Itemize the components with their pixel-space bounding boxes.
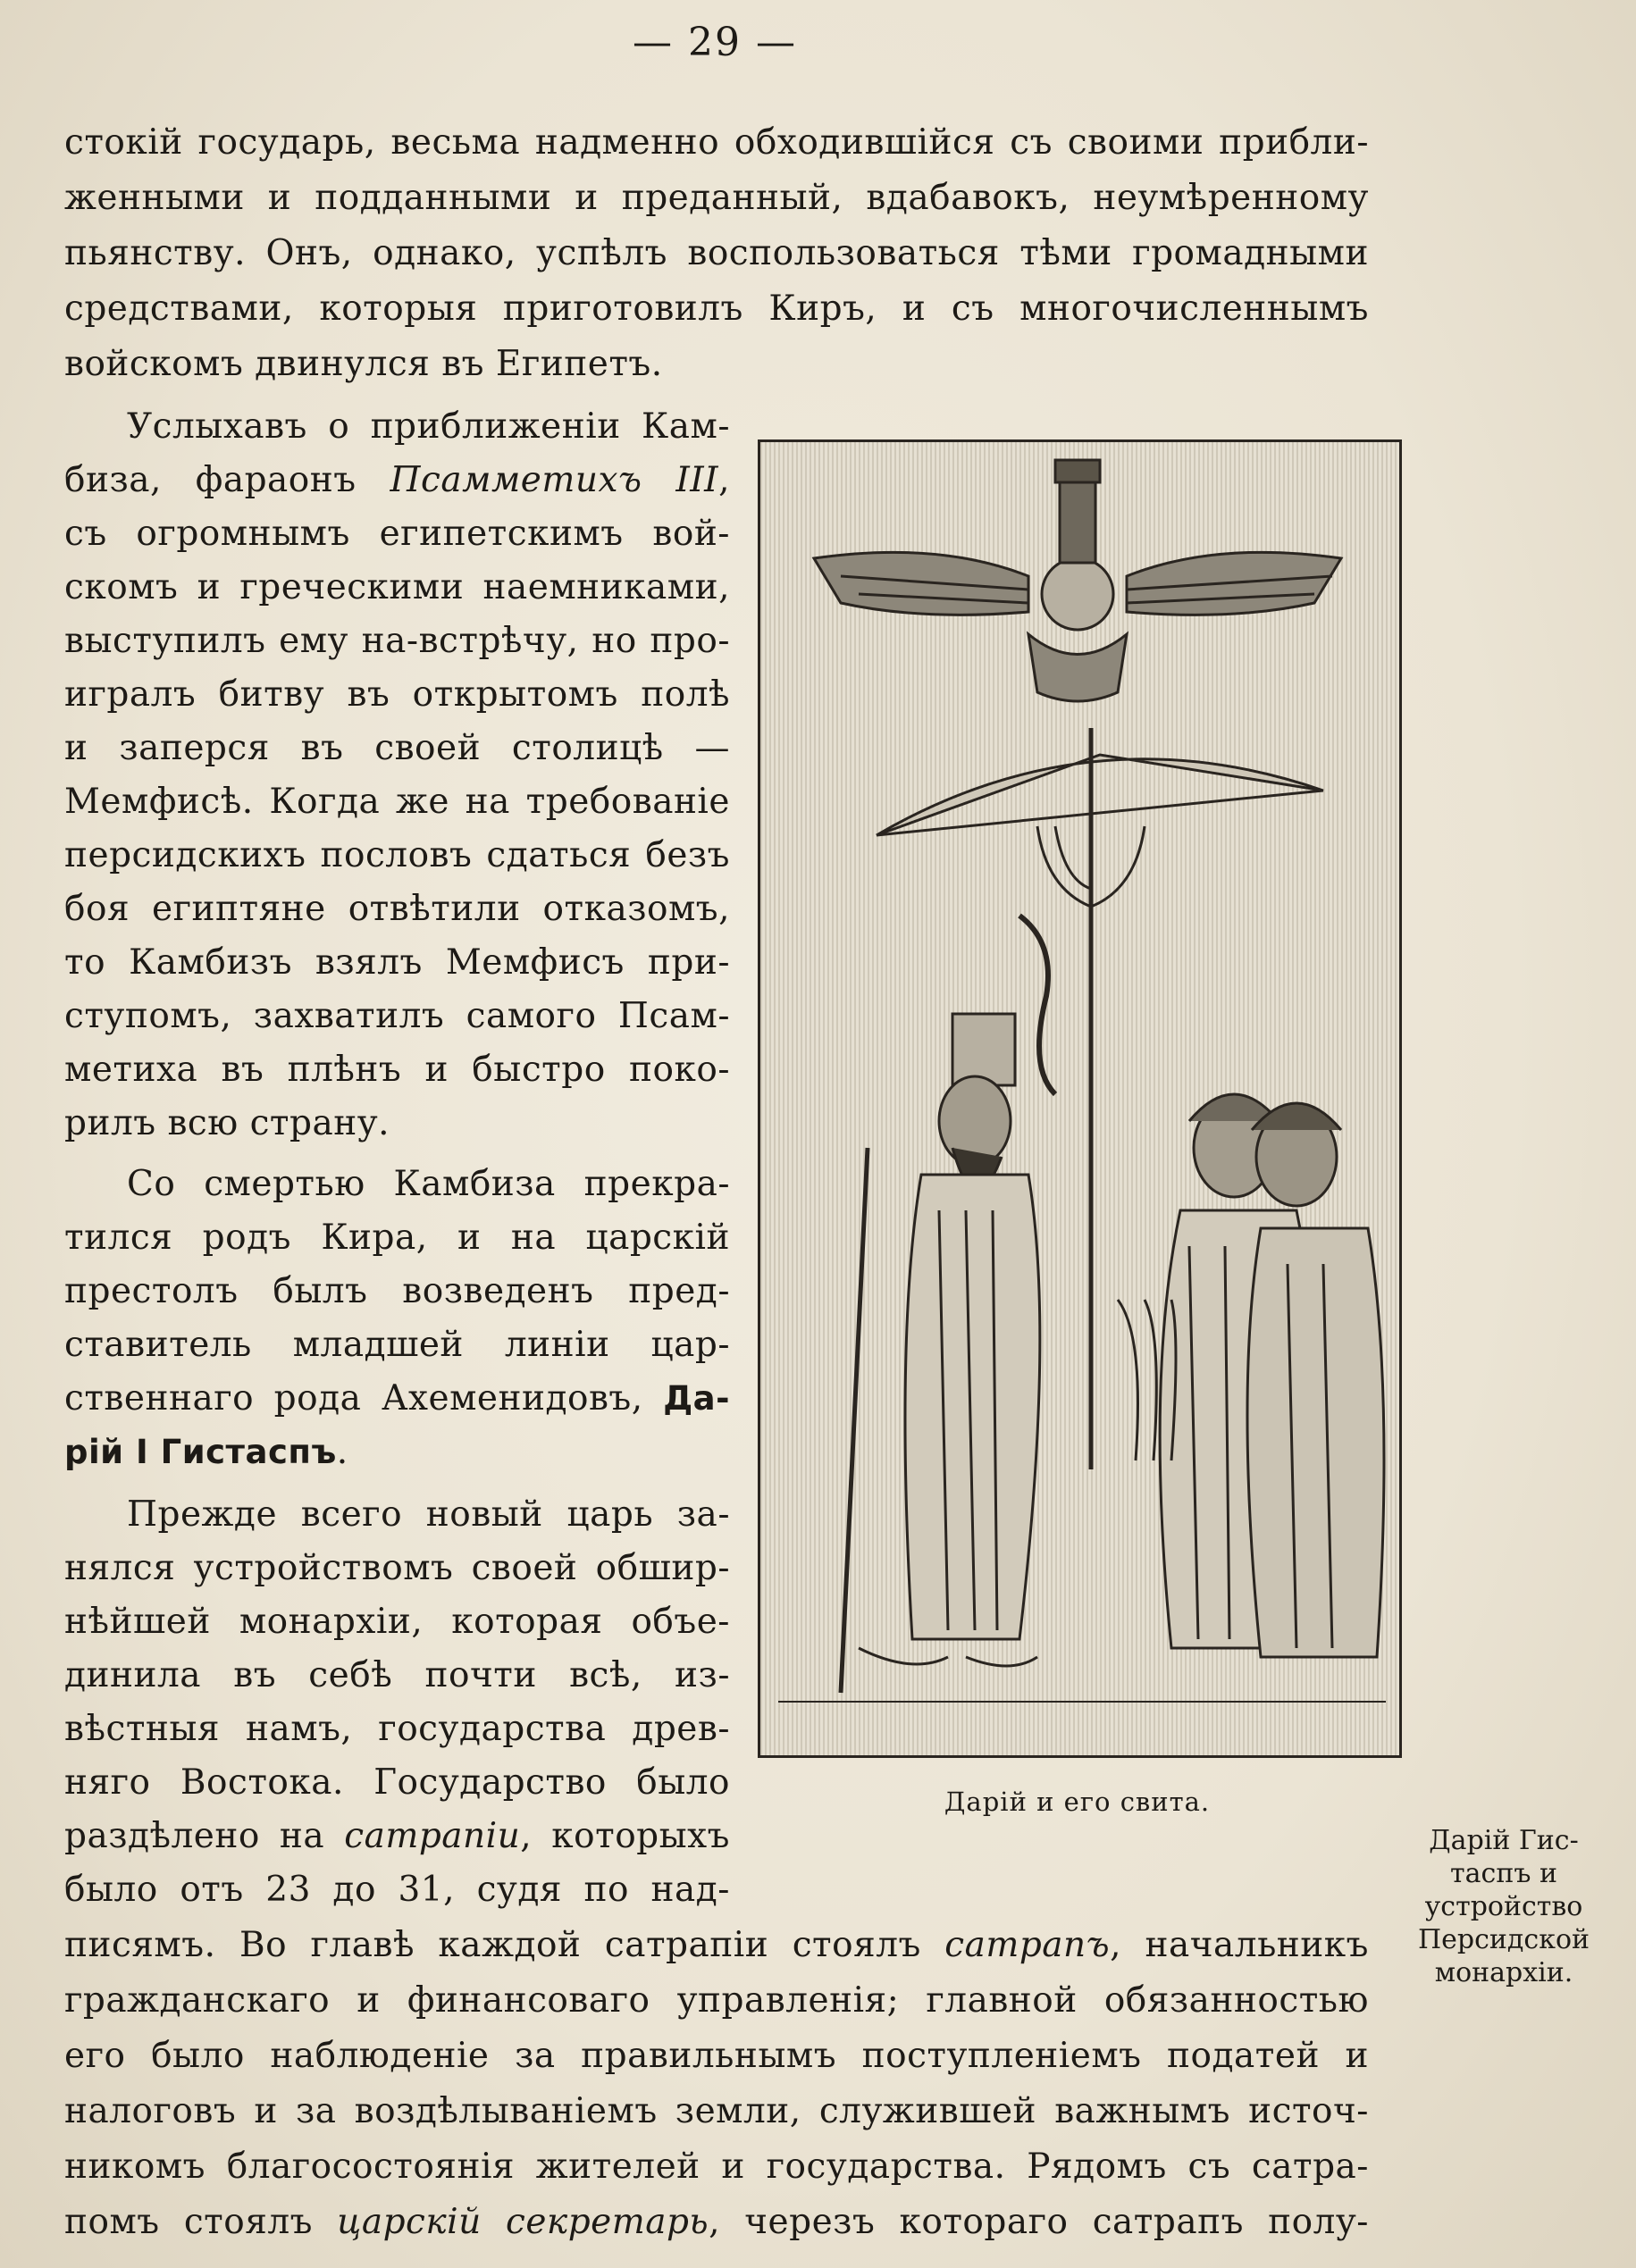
figure-caption: Дарій и его свита.: [944, 1787, 1211, 1817]
text-line: его было наблюденіе за правильнымъ поступленіемъ податей и: [64, 2036, 1369, 2076]
margin-note-line: Персидской: [1418, 1924, 1590, 1955]
italic-term: сатрапъ: [944, 1925, 1111, 1965]
text-span: , черезъ котораго сатрапъ полу-: [709, 2202, 1369, 2242]
persian-relief-illustration: [758, 439, 1402, 1758]
text-line: Прежде всего новый царь за-: [127, 1494, 730, 1535]
margin-note: [1383, 1824, 1624, 1989]
text-span: ,: [718, 460, 730, 500]
text-line: [64, 2196, 1369, 2249]
text-line: тился родъ Кира, и на царскій: [64, 1218, 730, 1258]
text-span: помъ стоялъ: [64, 2202, 338, 2242]
text-line: [64, 1426, 730, 1479]
text-line: стокій государь, весьма надменно обходившійся съ своими прибли-: [64, 122, 1369, 163]
bold-name: Да-: [663, 1379, 730, 1418]
text-line: съ огромнымъ египетскимъ вой-: [64, 514, 730, 554]
text-line: выступилъ ему на-встрѣчу, но про-: [64, 621, 730, 661]
text-line: гражданскаго и финансоваго управленія; главной обязанностью: [64, 1980, 1369, 2021]
text-line: няго Востока. Государство было: [64, 1762, 730, 1803]
text-span: раздѣлено на: [64, 1816, 345, 1856]
text-line: [64, 1372, 730, 1426]
text-line: динила въ себѣ почти всѣ, из-: [64, 1655, 730, 1695]
italic-name: Псамметихъ III: [390, 460, 719, 500]
text-line: персидскихъ пословъ сдаться безъ: [64, 835, 730, 875]
text-line: игралъ битву въ открытомъ полѣ: [64, 674, 730, 715]
text-line: никомъ благосостоянія жителей и государства. Рядомъ съ сатра-: [64, 2147, 1369, 2187]
text-line: Мемфисѣ. Когда же на требованіе: [64, 782, 730, 822]
page-number: — 29 —: [633, 20, 797, 65]
text-line: Со смертью Камбиза прекра-: [127, 1164, 730, 1204]
text-line: нялся устройствомъ своей обшир-: [64, 1548, 730, 1588]
text-line: престолъ былъ возведенъ пред-: [64, 1271, 730, 1311]
text-line: метиха въ плѣнъ и быстро поко-: [64, 1050, 730, 1090]
text-line: и заперся въ своей столицѣ —: [64, 728, 730, 768]
italic-term: царскій секретарь: [337, 2202, 709, 2242]
text-span: биза, фараонъ: [64, 460, 390, 500]
margin-note-line: таспъ и: [1450, 1858, 1557, 1889]
text-line: ставитель младшей линіи цар-: [64, 1325, 730, 1365]
text-span: , которыхъ: [520, 1816, 730, 1856]
italic-term: сатрапіи: [344, 1816, 521, 1856]
text-line: [64, 1919, 1369, 1972]
text-line: [64, 1810, 730, 1863]
text-span: , начальникъ: [1110, 1925, 1369, 1965]
text-line: средствами, которыя приготовилъ Киръ, и съ многочисленнымъ: [64, 289, 1369, 329]
text-line: то Камбизъ взялъ Мемфисъ при-: [64, 942, 730, 983]
text-line: женными и подданными и преданный, вдабавокъ, неумѣренному: [64, 178, 1369, 218]
margin-note-line: Дарій Гис-: [1429, 1825, 1579, 1856]
text-line: войскомъ двинулся въ Египетъ.: [64, 344, 663, 384]
text-line: пьянству. Онъ, однако, успѣлъ воспользоваться тѣми громадными: [64, 233, 1369, 273]
text-line: рилъ всю страну.: [64, 1103, 390, 1143]
bold-name: рій I Гистаспъ: [64, 1433, 337, 1471]
text-line: ступомъ, захватилъ самого Псам-: [64, 996, 730, 1036]
text-line: было отъ 23 до 31, судя по над-: [64, 1870, 730, 1910]
text-line: вѣстныя намъ, государства древ-: [64, 1709, 730, 1749]
text-line: Услыхавъ о приближеніи Кам-: [127, 406, 730, 447]
text-line: [64, 454, 730, 507]
text-span: ственнаго рода Ахеменидовъ,: [64, 1378, 664, 1419]
text-line: скомъ и греческими наемниками,: [64, 567, 730, 607]
text-span: .: [336, 1432, 348, 1472]
margin-note-line: монархіи.: [1434, 1957, 1573, 1988]
margin-note-line: устройство: [1424, 1891, 1583, 1922]
text-line: боя египтяне отвѣтили отказомъ,: [64, 889, 730, 929]
relief-engraving-icon: [760, 442, 1399, 1755]
text-line: налоговъ и за воздѣлываніемъ земли, служившей важнымъ источ-: [64, 2091, 1369, 2131]
text-line: нѣйшей монархіи, которая объе-: [64, 1602, 730, 1642]
text-span: писямъ. Во главѣ каждой сатрапіи стоялъ: [64, 1925, 945, 1965]
